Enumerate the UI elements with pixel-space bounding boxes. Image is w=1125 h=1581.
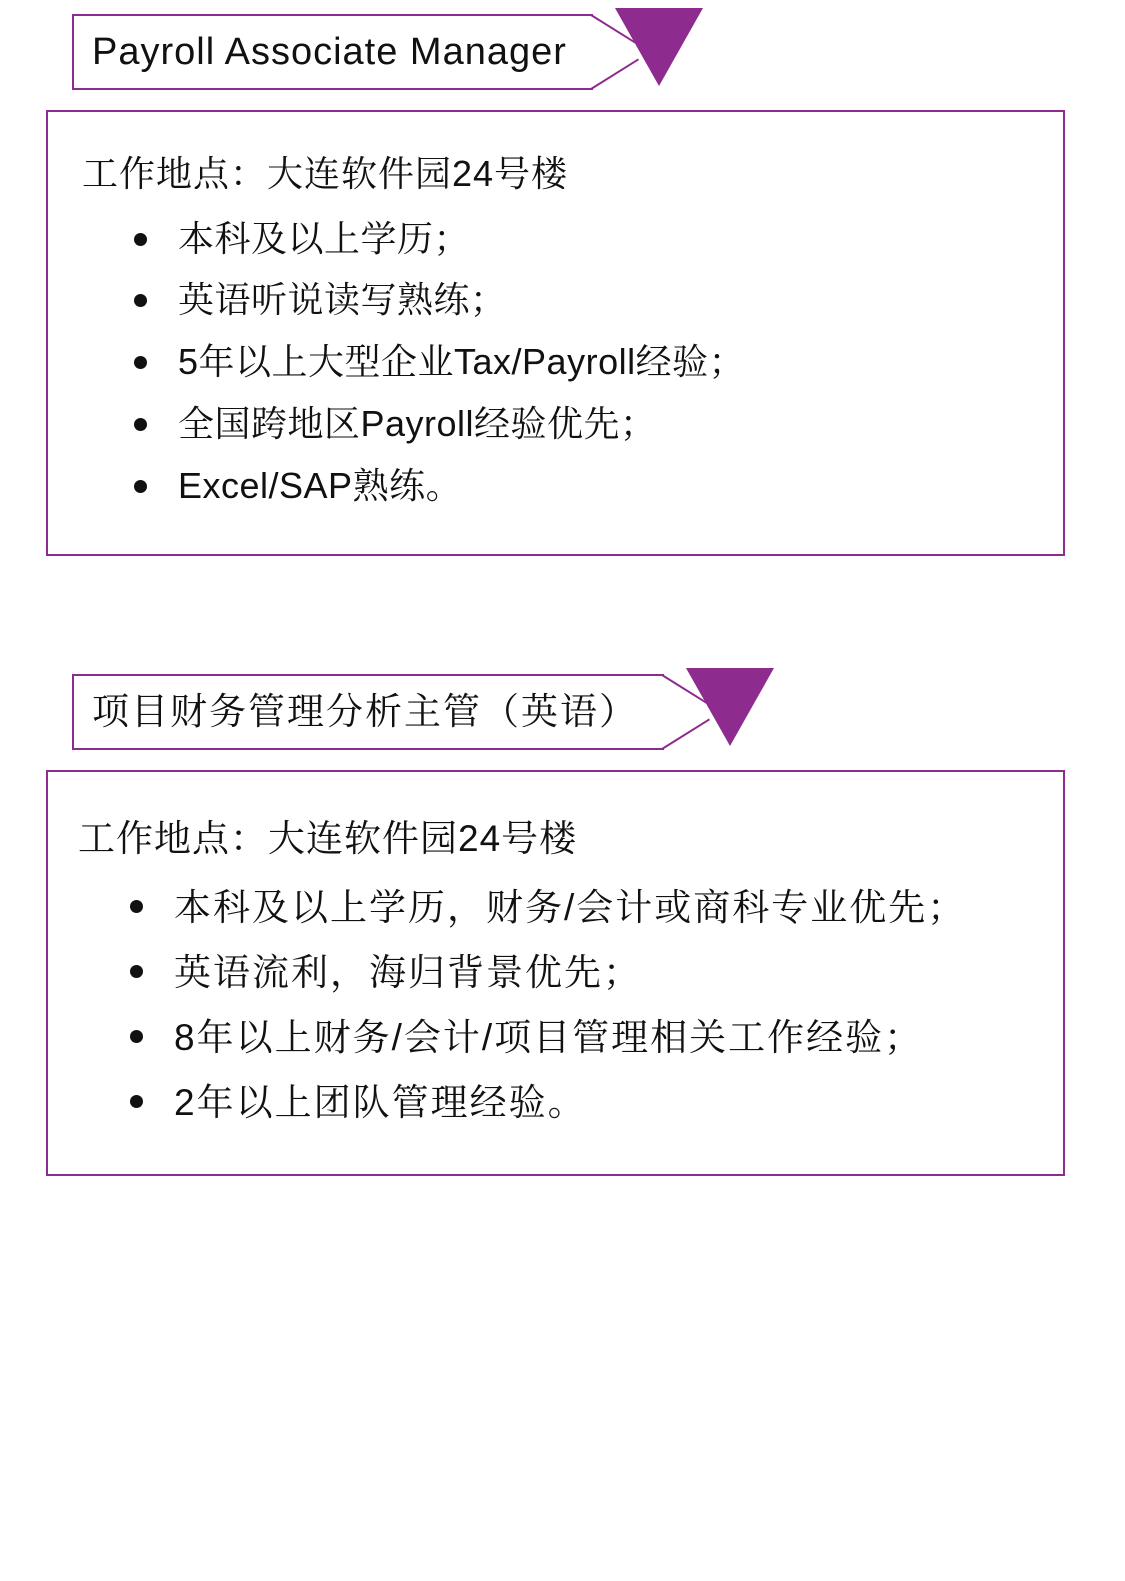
list-item — [78, 943, 1039, 1002]
list-item — [82, 396, 1035, 452]
bullet-icon — [130, 1095, 143, 1108]
bullet-icon — [130, 900, 143, 913]
banner-angle-decoration — [662, 674, 710, 750]
section-spacer — [0, 556, 1125, 660]
list-item — [78, 1008, 1039, 1067]
job-location: 工作地点：大连软件园24号楼 — [82, 153, 569, 194]
bullet-icon — [130, 1030, 143, 1043]
job-details-box — [46, 770, 1065, 1177]
requirement-text: 英语听说读写熟练； — [178, 279, 507, 321]
job-title-text: Payroll Associate Manager — [92, 31, 567, 73]
requirement-text: 2年以上团队管理经验。 — [174, 1082, 587, 1124]
requirements-list — [78, 878, 1039, 1133]
requirements-list — [82, 211, 1035, 514]
requirement-text: 本科及以上学历，财务/会计或商科专业优先； — [174, 886, 967, 928]
list-item — [82, 211, 1035, 267]
job-title-box — [72, 14, 593, 90]
job-location: 工作地点：大连软件园24号楼 — [78, 817, 578, 859]
list-item — [82, 458, 1035, 514]
bullet-icon — [134, 233, 147, 246]
job-posting-card — [0, 0, 1125, 556]
list-item — [82, 334, 1035, 390]
bullet-icon — [134, 418, 147, 431]
list-item — [78, 1073, 1039, 1132]
bullet-icon — [134, 294, 147, 307]
requirement-text: 全国跨地区Payroll经验优先； — [178, 402, 657, 444]
bullet-icon — [134, 356, 147, 369]
banner-angle-decoration — [591, 14, 639, 90]
job-title-banner — [72, 660, 1065, 756]
job-title-text: 项目财务管理分析主管（英语） — [92, 691, 638, 733]
list-item — [78, 878, 1039, 937]
bullet-icon — [130, 965, 143, 978]
requirement-text: Excel/SAP熟练。 — [178, 464, 463, 506]
list-item — [82, 272, 1035, 328]
bullet-icon — [134, 480, 147, 493]
job-details-box — [46, 110, 1065, 556]
requirement-text: 英语流利，海归背景优先； — [174, 951, 642, 993]
job-posting-card — [0, 660, 1125, 1177]
job-title-banner — [72, 0, 1065, 96]
requirement-text: 本科及以上学历； — [178, 217, 471, 259]
requirement-text: 5年以上大型企业Tax/Payroll经验； — [178, 341, 746, 383]
requirement-text: 8年以上财务/会计/项目管理相关工作经验； — [174, 1016, 924, 1058]
job-title-box — [72, 674, 664, 750]
